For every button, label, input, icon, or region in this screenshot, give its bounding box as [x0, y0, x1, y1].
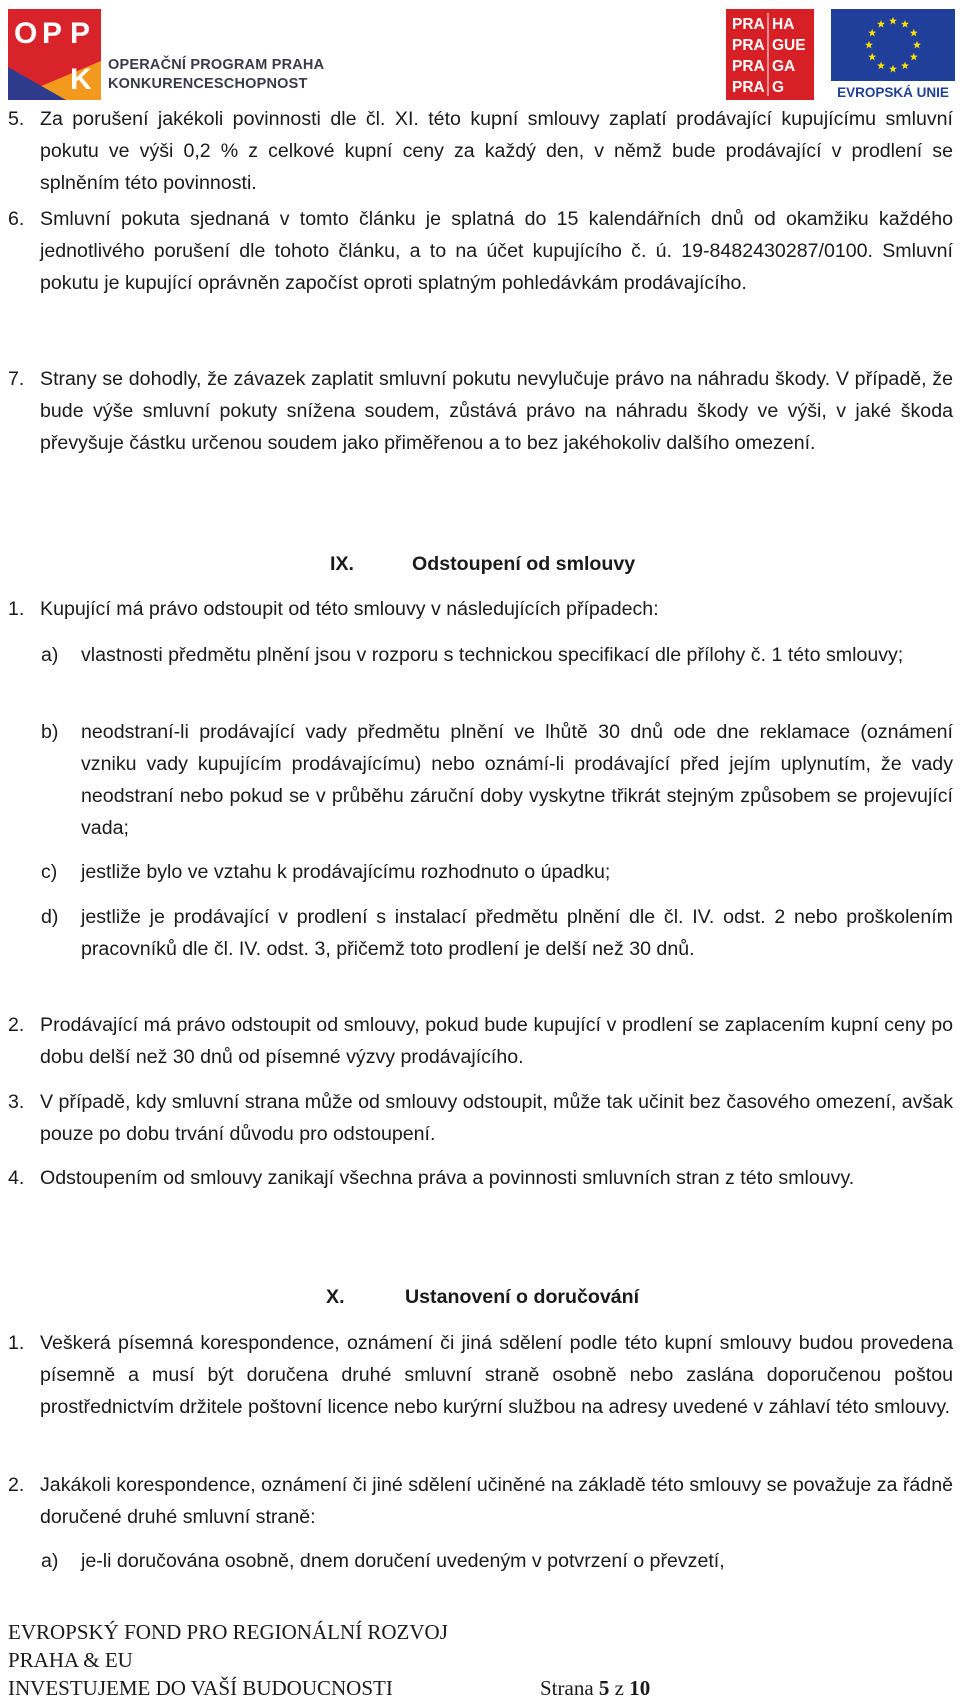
page-header	[0, 0, 960, 110]
subitem-letter: a)	[41, 644, 59, 666]
opp-line-2: KONKURENCESCHOPNOST	[108, 76, 308, 92]
opp-letter-o: O	[14, 17, 38, 50]
page-current: 5	[598, 1676, 610, 1700]
eu-label: EVROPSKÁ UNIE	[837, 85, 949, 100]
footer-line-1: EVROPSKÝ FOND PRO REGIONÁLNÍ ROZVOJ	[8, 1620, 448, 1644]
paragraph-ix-1a: vlastnosti předmětu plnění jsou v rozporu s technickou specifikací dle přílohy č. 1 této smlouvy;	[81, 644, 904, 666]
item-number: 1.	[8, 1332, 25, 1354]
section-x-number: X.	[326, 1286, 345, 1308]
praha-cell-8: G	[772, 79, 785, 96]
section-ix-title: Odstoupení od smlouvy	[412, 553, 636, 575]
item-number: 6.	[8, 208, 25, 230]
paragraph-item-6: Smluvní pokuta sjednaná v tomto článku je splatná do 15 kalendářních dnů od okamžiku každého jednotlivého porušení dle tohoto článku, a to na účet kupujícího č. ú. 19-8482430287/0100. Smluvní pokutu je kupující oprávněn započíst oproti splatným pohledávkám prodávajícího.	[40, 208, 953, 294]
item-number: 4.	[8, 1167, 25, 1189]
paragraph-item-7: Strany se dohodly, že závazek zaplatit smluvní pokutu nevylučuje právo na náhradu škody. V případě, že bude výše smluvní pokuty snížena soudem, zůstává právo na náhradu škody ve výši, v jaké škoda převyšuje částku určenou soudem jako přiměřenou a to bez jakéhokoliv dalšího omezení.	[40, 368, 953, 454]
page-number	[540, 1674, 650, 1702]
paragraph-x-2a: je-li doručována osobně, dnem doručení uvedeným v potvrzení o převzetí,	[81, 1550, 725, 1572]
opp-letter-k: K	[70, 63, 92, 96]
paragraph-x-1: Veškerá písemná korespondence, oznámení či jiná sdělení podle této kupní smlouvy budou provedena písemně a musí být doručena druhé smluvní straně osobně nebo zaslána doporučenou poštou prostřednictvím držitele poštovní licence nebo kurýrní službou na adresy uvedené v záhlaví této smlouvy.	[40, 1332, 953, 1418]
section-ix-number: IX.	[330, 553, 354, 575]
page-total: 10	[629, 1676, 651, 1700]
footer-line-2: PRAHA & EU	[8, 1648, 133, 1672]
paragraph-ix-1d: jestliže je prodávající v prodlení s instalací předmětu plnění dle čl. IV. odst. 2 nebo proškolením pracovníků dle čl. IV. odst. 3, přičemž toto prodlení je delší než 30 dnů.	[81, 906, 953, 960]
page-prefix: Strana	[540, 1676, 594, 1700]
praha-cell-4: GUE	[772, 37, 806, 54]
paragraph-ix-1b: neodstraní-li prodávající vady předmětu plnění ve lhůtě 30 dnů ode dne reklamace (oznámení vzniku vady kupujícím prodávajícímu) nebo oznámí-li prodávající před jejím uplynutím, že vady neodstraní nebo pokud se v průběhu záruční doby vyskytne třikrát stejným způsobem se projevující vada;	[81, 721, 953, 839]
item-number: 1.	[8, 598, 25, 620]
opp-letter-p1: P	[42, 17, 63, 50]
praha-cell-2: HA	[772, 16, 795, 33]
opp-line-1: OPERAČNÍ PROGRAM PRAHA	[108, 57, 325, 73]
item-number: 2.	[8, 1474, 25, 1496]
subitem-letter: c)	[41, 861, 58, 883]
footer-line-3: INVESTUJEME DO VAŠÍ BUDOUCNOSTI	[8, 1676, 393, 1700]
paragraph-ix-4: Odstoupením od smlouvy zanikají všechna práva a povinnosti smluvních stran z této smlouvy.	[40, 1167, 855, 1189]
eu-flag-logo	[831, 9, 955, 100]
subitem-letter: b)	[41, 721, 59, 743]
section-x-title: Ustanovení o doručování	[405, 1286, 640, 1308]
page-footer	[8, 1618, 448, 1702]
paragraph-ix-1: Kupující má právo odstoupit od této smlouvy v následujících případech:	[40, 598, 659, 620]
paragraph-ix-2: Prodávající má právo odstoupit od smlouvy, pokud bude kupující v prodlení se zaplacením kupní ceny po dobu delší než 30 dnů od písemné výzvy prodávajícího.	[40, 1014, 953, 1068]
subitem-letter: a)	[41, 1550, 59, 1572]
paragraph-ix-1c: jestliže bylo ve vztahu k prodávajícímu rozhodnuto o úpadku;	[81, 861, 611, 883]
item-number: 5.	[8, 108, 25, 130]
praha-logo	[726, 9, 814, 100]
opp-program-name	[108, 56, 324, 94]
opp-logo	[8, 9, 101, 100]
item-number: 2.	[8, 1014, 25, 1036]
praha-cell-1: PRA	[732, 16, 765, 33]
praha-cell-7: PRA	[732, 79, 765, 96]
paragraph-x-2: Jakákoli korespondence, oznámení či jiné sdělení učiněné na základě této smlouvy se považuje za řádně doručené druhé smluvní straně:	[40, 1474, 953, 1528]
paragraph-ix-3: V případě, kdy smluvní strana může od smlouvy odstoupit, může tak učinit bez časového omezení, avšak pouze po dobu trvání důvodu pro odstoupení.	[40, 1091, 953, 1145]
praha-cell-5: PRA	[732, 58, 765, 75]
item-number: 7.	[8, 368, 25, 390]
praha-cell-6: GA	[772, 58, 796, 75]
item-number: 3.	[8, 1091, 25, 1113]
opp-letter-p2: P	[70, 17, 91, 50]
subitem-letter: d)	[41, 906, 59, 928]
paragraph-item-5: Za porušení jakékoli povinnosti dle čl. XI. této kupní smlouvy zaplatí prodávající kupujícímu smluvní pokutu ve výši 0,2 % z celkové kupní ceny za každý den, v němž bude prodávající v prodlení se splněním této povinnosti.	[40, 108, 953, 194]
praha-cell-3: PRA	[732, 37, 765, 54]
page-separator: z	[614, 1676, 624, 1700]
